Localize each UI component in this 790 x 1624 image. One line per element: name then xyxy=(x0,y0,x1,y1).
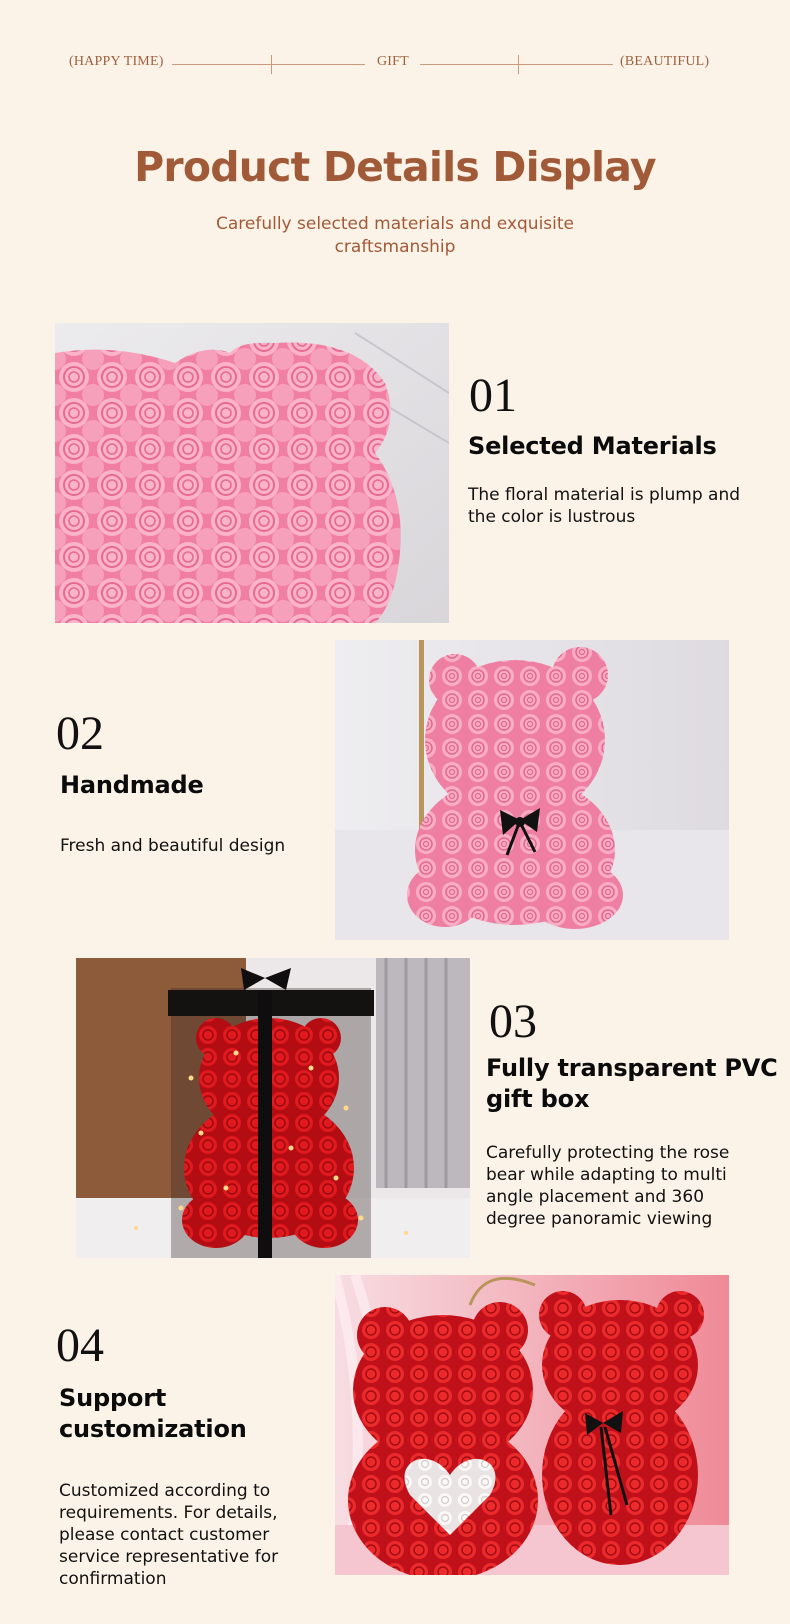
feature-title-handmade: Handmade xyxy=(60,771,204,799)
ribbon-divider-left xyxy=(172,64,365,65)
feature-number-03: 03 xyxy=(489,995,537,1048)
feature-description-01: The floral material is plump and the color is lustrous xyxy=(468,485,741,527)
ribbon-tick-right xyxy=(518,55,519,74)
feature-number-04: 04 xyxy=(56,1319,104,1372)
ribbon-label-right: (BEAUTIFUL) xyxy=(620,54,710,69)
pink-rose-bear-photo xyxy=(335,640,729,940)
ribbon-tick-left xyxy=(271,55,272,74)
red-rose-bears-photo xyxy=(335,1275,729,1575)
feature-description-04: Customized according to requirements. For details, please contact customer service representative for confirmation xyxy=(59,1481,279,1589)
gift-box-bear-photo xyxy=(76,958,470,1258)
ribbon-label-left: (HAPPY TIME) xyxy=(69,54,164,69)
page-title: Product Details Display xyxy=(134,143,656,191)
feature-description-02: Fresh and beautiful design xyxy=(60,836,286,856)
feature-title-selected-materials: Selected Materials xyxy=(468,432,717,460)
feature-title-gift-box: Fully transparent PVC gift box xyxy=(486,1054,778,1113)
page-subtitle: Carefully selected materials and exquisite craftsmanship xyxy=(215,214,574,257)
ribbon-label-center: GIFT xyxy=(377,54,409,69)
pink-rose-closeup-photo xyxy=(55,323,449,623)
feature-title-customization: Support customization xyxy=(59,1384,247,1443)
feature-number-01: 01 xyxy=(469,369,517,422)
feature-number-02: 02 xyxy=(56,707,104,760)
ribbon-divider-right xyxy=(420,64,613,65)
feature-description-03: Carefully protecting the rose bear while adapting to multi angle placement and 360 degree panoramic viewing xyxy=(486,1143,730,1229)
